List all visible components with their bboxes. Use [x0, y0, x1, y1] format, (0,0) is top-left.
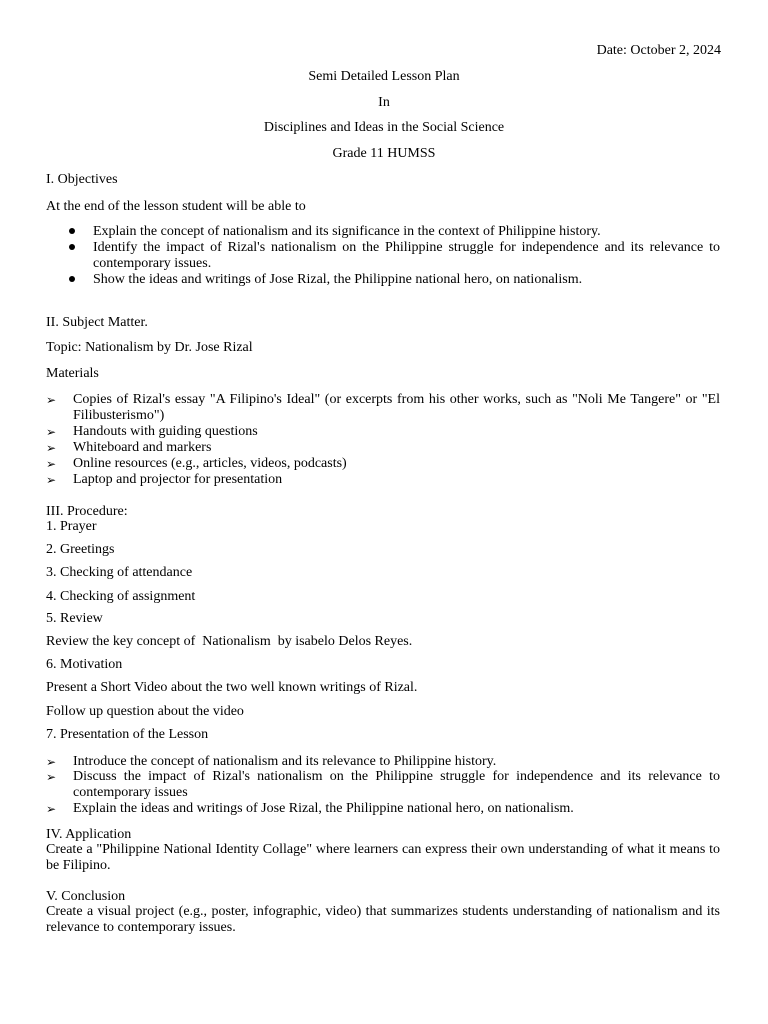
- conclusion-heading: V. Conclusion: [46, 889, 126, 904]
- subject-title: Disciplines and Ideas in the Social Science: [263, 120, 505, 135]
- objective-item: Explain the concept of nationalism and its significance in the context of Philippine history.: [93, 224, 601, 239]
- materials-label: Materials: [46, 366, 99, 381]
- grade-level: Grade 11 HUMSS: [332, 146, 436, 161]
- objective-item: Identify the impact of Rizal's nationalism on the Philippine struggle for independence and its relevance to contemporary issues.: [93, 240, 720, 271]
- application-text: Create a "Philippine National Identity Collage" where learners can express their own understanding of what it means to be Filipino.: [46, 842, 720, 873]
- arrow-bullet-icon: ➢: [46, 457, 57, 471]
- bullet-icon: [69, 276, 75, 282]
- review-text: Review the key concept of Nationalism by isabelo Delos Reyes.: [46, 634, 413, 649]
- arrow-bullet-icon: ➢: [46, 425, 57, 439]
- presentation-item: Discuss the impact of Rizal's nationalism on the Philippine struggle for independence and its relevance to contemporary issues: [73, 769, 720, 800]
- arrow-bullet-icon: ➢: [46, 473, 57, 487]
- motivation-followup: Follow up question about the video: [46, 704, 244, 719]
- motivation-text: Present a Short Video about the two well known writings of Rizal.: [46, 680, 418, 695]
- presentation-item: Introduce the concept of nationalism and its relevance to Philippine history.: [73, 754, 497, 769]
- objective-item: Show the ideas and writings of Jose Rizal, the Philippine national hero, on nationalism.: [93, 272, 583, 287]
- arrow-bullet-icon: ➢: [46, 441, 57, 455]
- procedure-step: 2. Greetings: [46, 542, 115, 557]
- document-title: Semi Detailed Lesson Plan: [308, 69, 460, 84]
- conclusion-text: Create a visual project (e.g., poster, infographic, video) that summarizes students understanding of nationalism and its relevance to contemporary issues.: [46, 904, 720, 935]
- objectives-intro: At the end of the lesson student will be able to: [46, 199, 306, 214]
- material-item: Laptop and projector for presentation: [73, 472, 283, 487]
- procedure-heading: III. Procedure:: [46, 504, 128, 519]
- arrow-bullet-icon: ➢: [46, 755, 57, 769]
- material-item: Whiteboard and markers: [73, 440, 212, 455]
- presentation-item: Explain the ideas and writings of Jose Rizal, the Philippine national hero, on nationalism.: [73, 801, 574, 816]
- arrow-bullet-icon: ➢: [46, 802, 57, 816]
- material-item: Copies of Rizal's essay "A Filipino's Ideal" (or excerpts from his other works, such as "Noli Me Tangere" or "El Filibusterismo"): [73, 392, 720, 423]
- procedure-step: 3. Checking of attendance: [46, 565, 193, 580]
- procedure-step: 5. Review: [46, 611, 103, 626]
- material-item: Handouts with guiding questions: [73, 424, 258, 439]
- procedure-step: 1. Prayer: [46, 519, 97, 534]
- objectives-heading: I. Objectives: [46, 172, 118, 187]
- bullet-icon: [69, 228, 75, 234]
- bullet-icon: [69, 244, 75, 250]
- document-title-connector: In: [378, 95, 390, 110]
- arrow-bullet-icon: ➢: [46, 770, 57, 784]
- subject-matter-heading: II. Subject Matter.: [46, 315, 148, 330]
- arrow-bullet-icon: ➢: [46, 393, 57, 407]
- procedure-step: 6. Motivation: [46, 657, 123, 672]
- application-heading: IV. Application: [46, 827, 132, 842]
- document-date: Date: October 2, 2024: [596, 43, 721, 58]
- material-item: Online resources (e.g., articles, videos, podcasts): [73, 456, 347, 471]
- procedure-step: 7. Presentation of the Lesson: [46, 727, 209, 742]
- procedure-step: 4. Checking of assignment: [46, 589, 196, 604]
- topic-line: Topic: Nationalism by Dr. Jose Rizal: [46, 340, 253, 355]
